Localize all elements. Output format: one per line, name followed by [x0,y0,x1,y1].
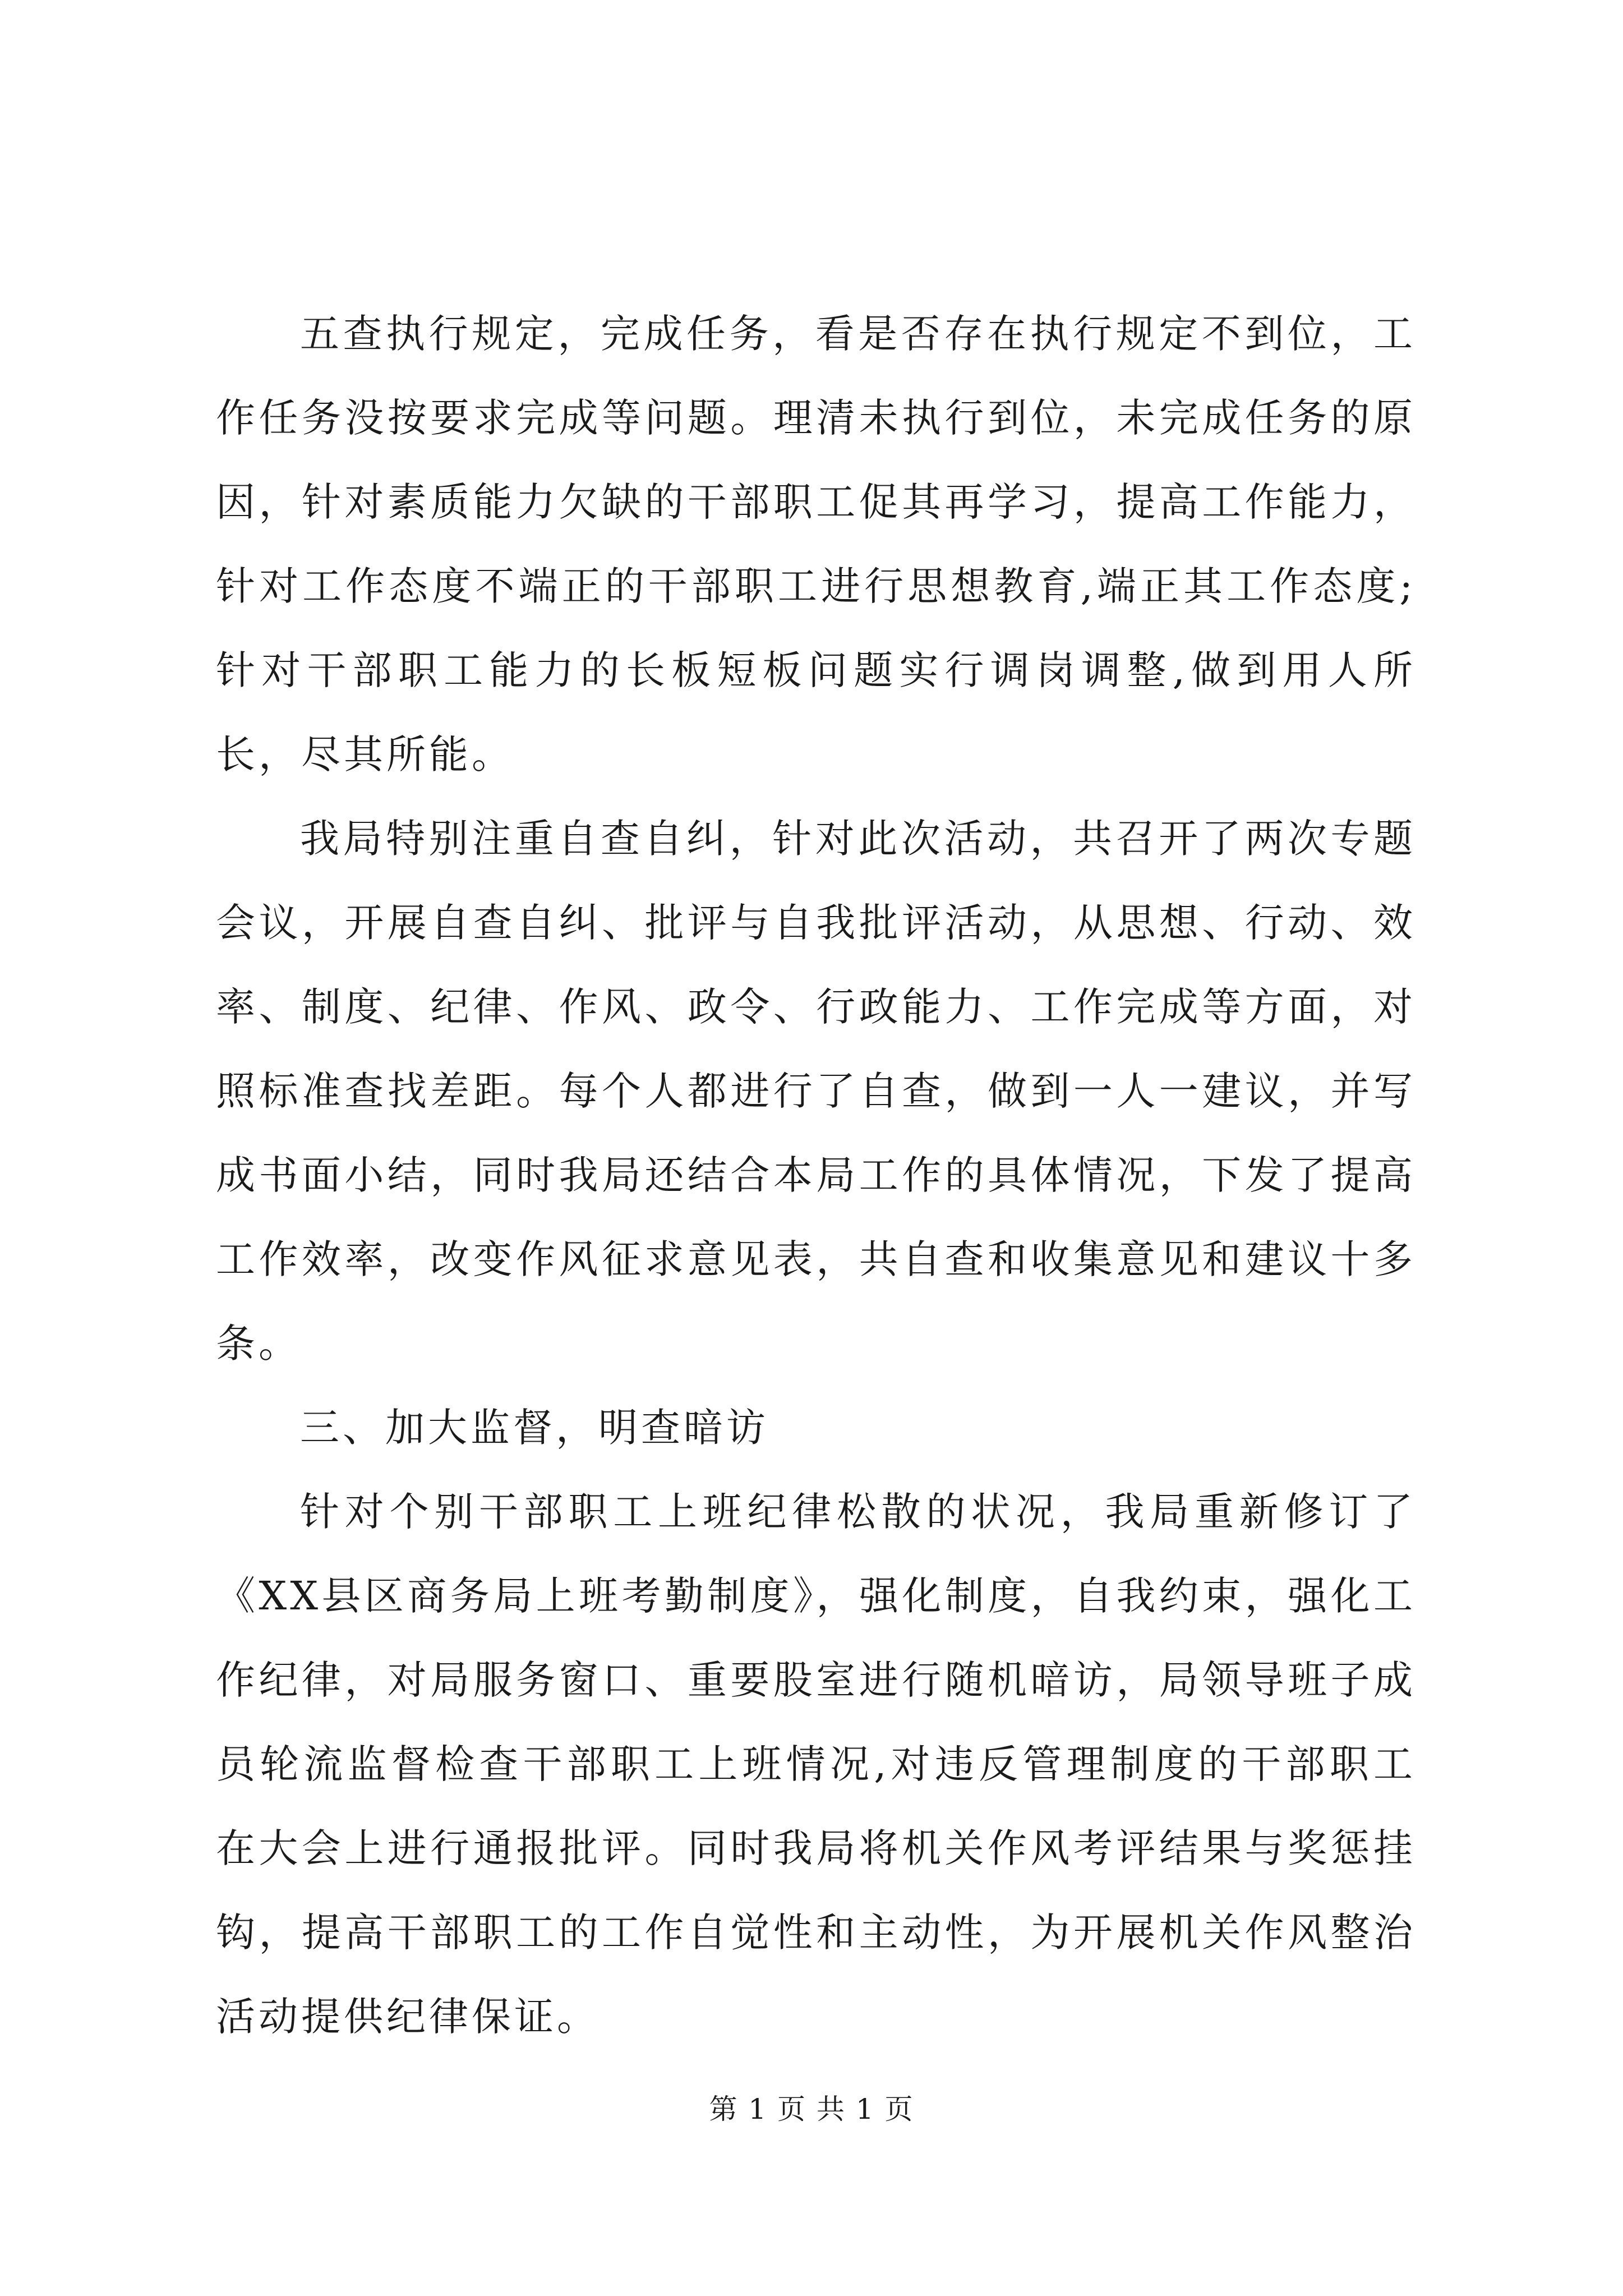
document-body [216,292,1416,2059]
page-number-footer: 第 1 页 共 1 页 [709,2093,914,2125]
paragraph-supervision: 针对个别干部职工上班纪律松散的状况，我局重新修订了《XX县区商务局上班考勤制度》，强化制度，自我约束，强化工作纪律，对局服务窗口、重要股室进行随机暗访，局领导班子成员轮流监督检查干部职工上班情况,对违反管理制度的干部职工在大会上进行通报批评。同时我局将机关作风考评结果与奖惩挂钩，提高干部职工的工作自觉性和主动性，为开展机关作风整治活动提供纪律保证。 [216,1489,1416,2040]
paragraph-self-inspection: 我局特别注重自查自纠，针对此次活动，共召开了两次专题会议，开展自查自纠、批评与自我批评活动，从思想、行动、效率、制度、纪律、作风、政令、行政能力、工作完成等方面，对照标准查找差距。每个人都进行了自查，做到一人一建议，并写成书面小结，同时我局还结合本局工作的具体情况，下发了提高工作效率，改变作风征求意见表，共自查和收集意见和建议十多条。 [216,816,1416,1366]
section-heading-supervision: 三、加大监督，明查暗访 [300,1405,769,1451]
paragraph-inspection-tasks: 五查执行规定，完成任务，看是否存在执行规定不到位，工作任务没按要求完成等问题。理清未执行到位，未完成任务的原因，针对素质能力欠缺的干部职工促其再学习，提高工作能力，针对工作态度不端正的干部职工进行思想教育,端正其工作态度;针对干部职工能力的长板短板问题实行调岗调整,做到用人所长，尽其所能。 [216,311,1416,777]
